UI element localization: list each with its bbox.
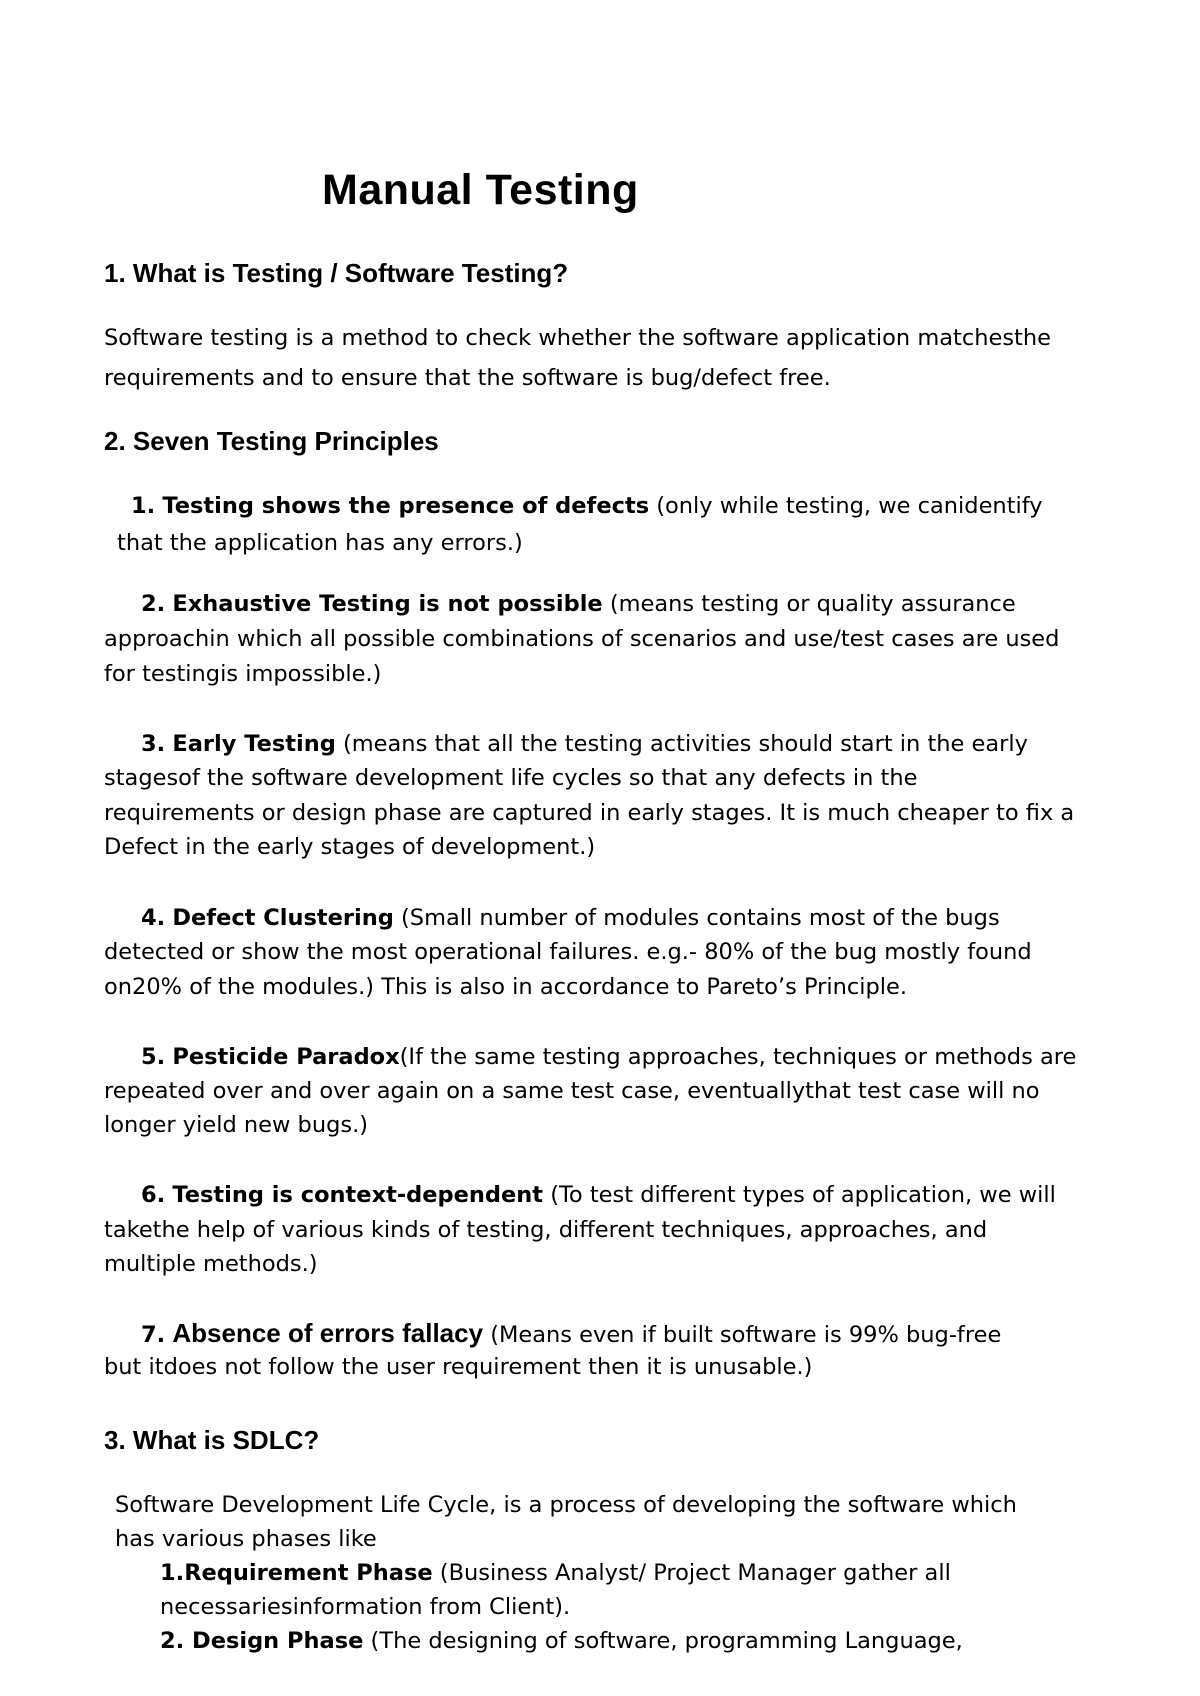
- section-1-line-1: Software testing is a method to check whether the software application matchesthe: [104, 325, 1051, 351]
- section-3-heading: 3. What is SDLC?: [104, 1425, 320, 1455]
- phase-1: [160, 1556, 951, 1590]
- principle-1-text: (only while testing, we canidentify: [649, 493, 1043, 519]
- principle-3-line-2: requirements or design phase are captured in early stages. It is much cheaper to fix a: [104, 800, 1075, 826]
- phase-2-text: (The designing of software, programming Language,: [363, 1628, 963, 1654]
- principle-1-line: that the application has any errors.): [117, 530, 523, 556]
- principle-3-number: 3.: [141, 731, 166, 757]
- principle-2-text: (means testing or quality assurance: [602, 591, 1016, 617]
- principle-6-term: Testing is context-dependent: [172, 1182, 544, 1208]
- principle-2-line-2: for testingis impossible.): [104, 661, 382, 687]
- principle-3-line-3: Defect in the early stages of development.): [104, 834, 596, 860]
- principle-2-term: Exhaustive Testing is not possible: [172, 591, 603, 617]
- principle-7-text: (Means even if built software is 99% bug-free: [483, 1322, 1002, 1348]
- principle-2-line-1: approachin which all possible combinations of scenarios and use/test cases are used: [104, 626, 1060, 652]
- phase-1-text: (Business Analyst/ Project Manager gather all: [432, 1560, 951, 1586]
- principle-4-term: Defect Clustering: [172, 905, 394, 931]
- principle-7: [141, 1316, 1001, 1352]
- principle-4-text: (Small number of modules contains most of the bugs: [393, 905, 1000, 931]
- principle-7-line-1: but itdoes not follow the user requirement then it is unusable.): [104, 1354, 813, 1380]
- phase-1-term: 1.Requirement Phase: [160, 1560, 433, 1586]
- principle-6-line-1: takethe help of various kinds of testing, different techniques, approaches, and: [104, 1217, 988, 1243]
- principle-2: [141, 587, 1016, 621]
- section-1-line-2: requirements and to ensure that the software is bug/defect free.: [104, 365, 831, 391]
- section-1-heading: 1. What is Testing / Software Testing?: [104, 258, 569, 288]
- principle-1: [131, 489, 1043, 523]
- principle-6-text: (To test different types of application, we will: [543, 1182, 1056, 1208]
- principle-7-term: Absence of errors fallacy: [172, 1318, 484, 1348]
- page-title: Manual Testing: [322, 166, 639, 214]
- principle-4-line-2: on20% of the modules.) This is also in accordance to Pareto’s Principle.: [104, 974, 908, 1000]
- principle-7-number: 7.: [141, 1322, 166, 1348]
- phase-2-term: 2. Design Phase: [160, 1628, 364, 1654]
- principle-5-term: Pesticide Paradox: [172, 1044, 400, 1070]
- principle-3: [141, 727, 1028, 761]
- principle-3-term: Early Testing: [172, 731, 336, 757]
- principle-3-text: (means that all the testing activities should start in the early: [335, 731, 1028, 757]
- principle-3-line-1: stagesof the software development life cycles so that any defects in the: [104, 765, 918, 791]
- principle-1-term: Testing shows the presence of defects: [162, 493, 650, 519]
- principle-4-line-1: detected or show the most operational failures. e.g.- 80% of the bug mostly found: [104, 939, 1032, 965]
- principle-5-text: (If the same testing approaches, techniques or methods are: [399, 1044, 1077, 1070]
- section-3-line-1: Software Development Life Cycle, is a process of developing the software which: [115, 1492, 1017, 1518]
- phase-2: [160, 1624, 963, 1658]
- principle-5-number: 5.: [141, 1044, 166, 1070]
- principle-4: [141, 901, 1000, 935]
- principle-5-line-2: longer yield new bugs.): [104, 1112, 369, 1138]
- principle-4-number: 4.: [141, 905, 166, 931]
- principle-2-number: 2.: [141, 591, 166, 617]
- principle-5-line-1: repeated over and over again on a same test case, eventuallythat test case will no: [104, 1078, 1040, 1104]
- principle-6-line-2: multiple methods.): [104, 1251, 318, 1277]
- phase-1-line-1: necessariesinformation from Client).: [160, 1594, 571, 1620]
- principle-6: [141, 1178, 1056, 1212]
- principle-5: [141, 1040, 1076, 1074]
- section-3-line-2: has various phases like: [115, 1526, 377, 1552]
- principle-1-number: 1.: [131, 493, 156, 519]
- principle-6-number: 6.: [141, 1182, 166, 1208]
- section-2-heading: 2. Seven Testing Principles: [104, 426, 439, 456]
